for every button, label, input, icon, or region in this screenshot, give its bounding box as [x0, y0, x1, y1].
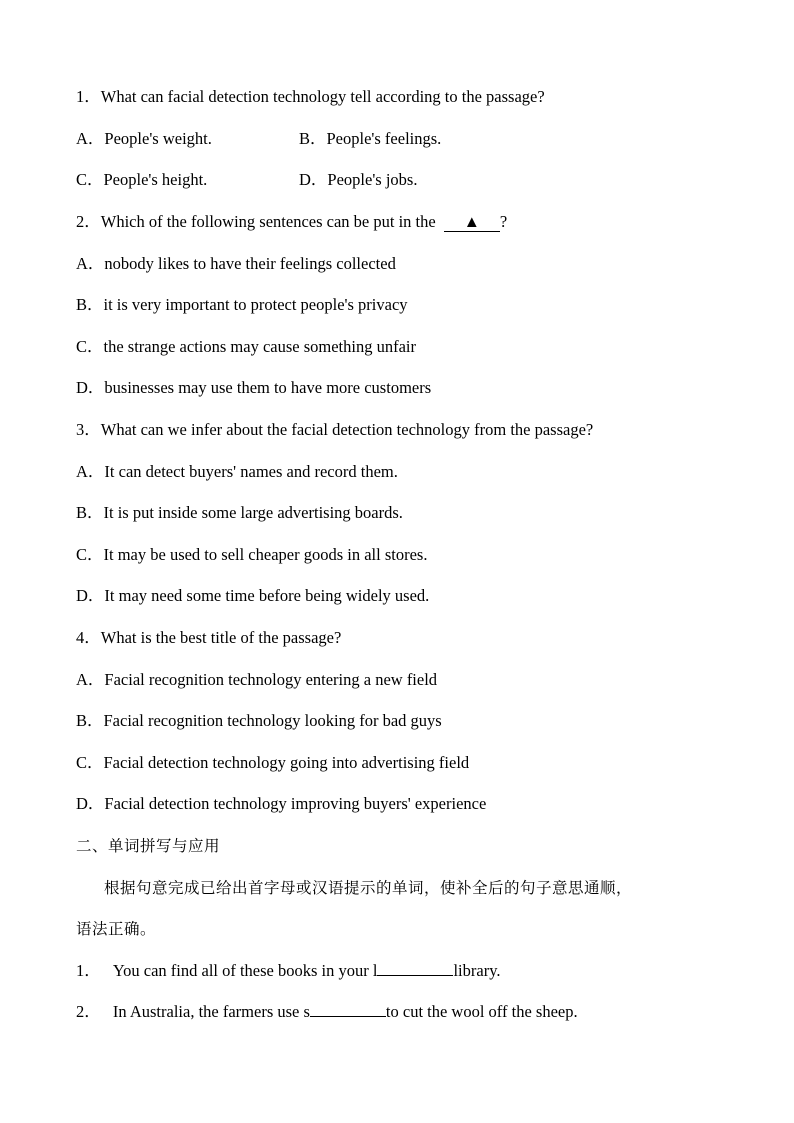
q4-option-a: A．Facial recognition technology entering a new field	[76, 670, 438, 689]
spelling-item-1-blank[interactable]	[377, 975, 453, 976]
q3-option-b: B．It is put inside some large advertising boards.	[76, 503, 403, 522]
q4-option-b: B．Facial recognition technology looking for bad guys	[76, 711, 442, 730]
q1-option-a: A．People's weight.	[76, 129, 212, 148]
spelling-item-2	[76, 1001, 578, 1023]
q2-option-b: B．it is very important to protect people's privacy	[76, 295, 408, 314]
spelling-item-2-blank[interactable]	[310, 1016, 386, 1017]
q2-option-a: A．nobody likes to have their feelings collected	[76, 254, 396, 273]
q3-option-c: C．It may be used to sell cheaper goods in all stores.	[76, 545, 428, 564]
section-heading: 二、单词拼写与应用	[76, 837, 221, 855]
spelling-item-2-number: 2．	[76, 1002, 101, 1021]
q1-option-d: D．People's jobs.	[299, 170, 418, 189]
q4-stem: 4．What is the best title of the passage?	[76, 628, 342, 647]
spelling-item-1	[76, 960, 501, 982]
q1-stem: 1．What can facial detection technology tell according to the passage?	[76, 87, 545, 106]
spelling-item-2-text: In Australia, the farmers use s	[112, 1002, 310, 1021]
q2-stem	[76, 211, 507, 233]
q3-option-d: D．It may need some time before being widely used.	[76, 586, 430, 605]
q3-option-a: A．It can detect buyers' names and record them.	[76, 462, 398, 481]
q2-blank	[444, 213, 500, 232]
spelling-item-1-after: library.	[453, 961, 501, 980]
q1-option-b: B．People's feelings.	[299, 129, 442, 148]
q4-option-d: D．Facial detection technology improving buyers' experience	[76, 794, 487, 813]
q2-question-mark: ?	[499, 212, 508, 231]
q4-option-c: C．Facial detection technology going into advertising field	[76, 753, 470, 772]
section-instruction-line1: 根据句意完成已给出首字母或汉语提示的单词，使补全后的句子意思通顺，	[104, 879, 633, 897]
q2-option-c: C．the strange actions may cause something unfair	[76, 337, 416, 356]
q2-stem-text: 2．Which of the following sentences can be put in the	[76, 212, 436, 231]
q1-option-c: C．People's height.	[76, 170, 208, 189]
q3-stem: 3．What can we infer about the facial detection technology from the passage?	[76, 420, 594, 439]
spelling-item-1-number: 1．	[76, 961, 101, 980]
q2-option-d: D．businesses may use them to have more customers	[76, 378, 432, 397]
section-instruction-line2: 语法正确。	[76, 920, 157, 938]
triangle-icon: ▲	[463, 212, 480, 231]
spelling-item-1-text: You can find all of these books in your l	[112, 961, 378, 980]
spelling-item-2-after: to cut the wool off the sheep.	[385, 1002, 578, 1021]
